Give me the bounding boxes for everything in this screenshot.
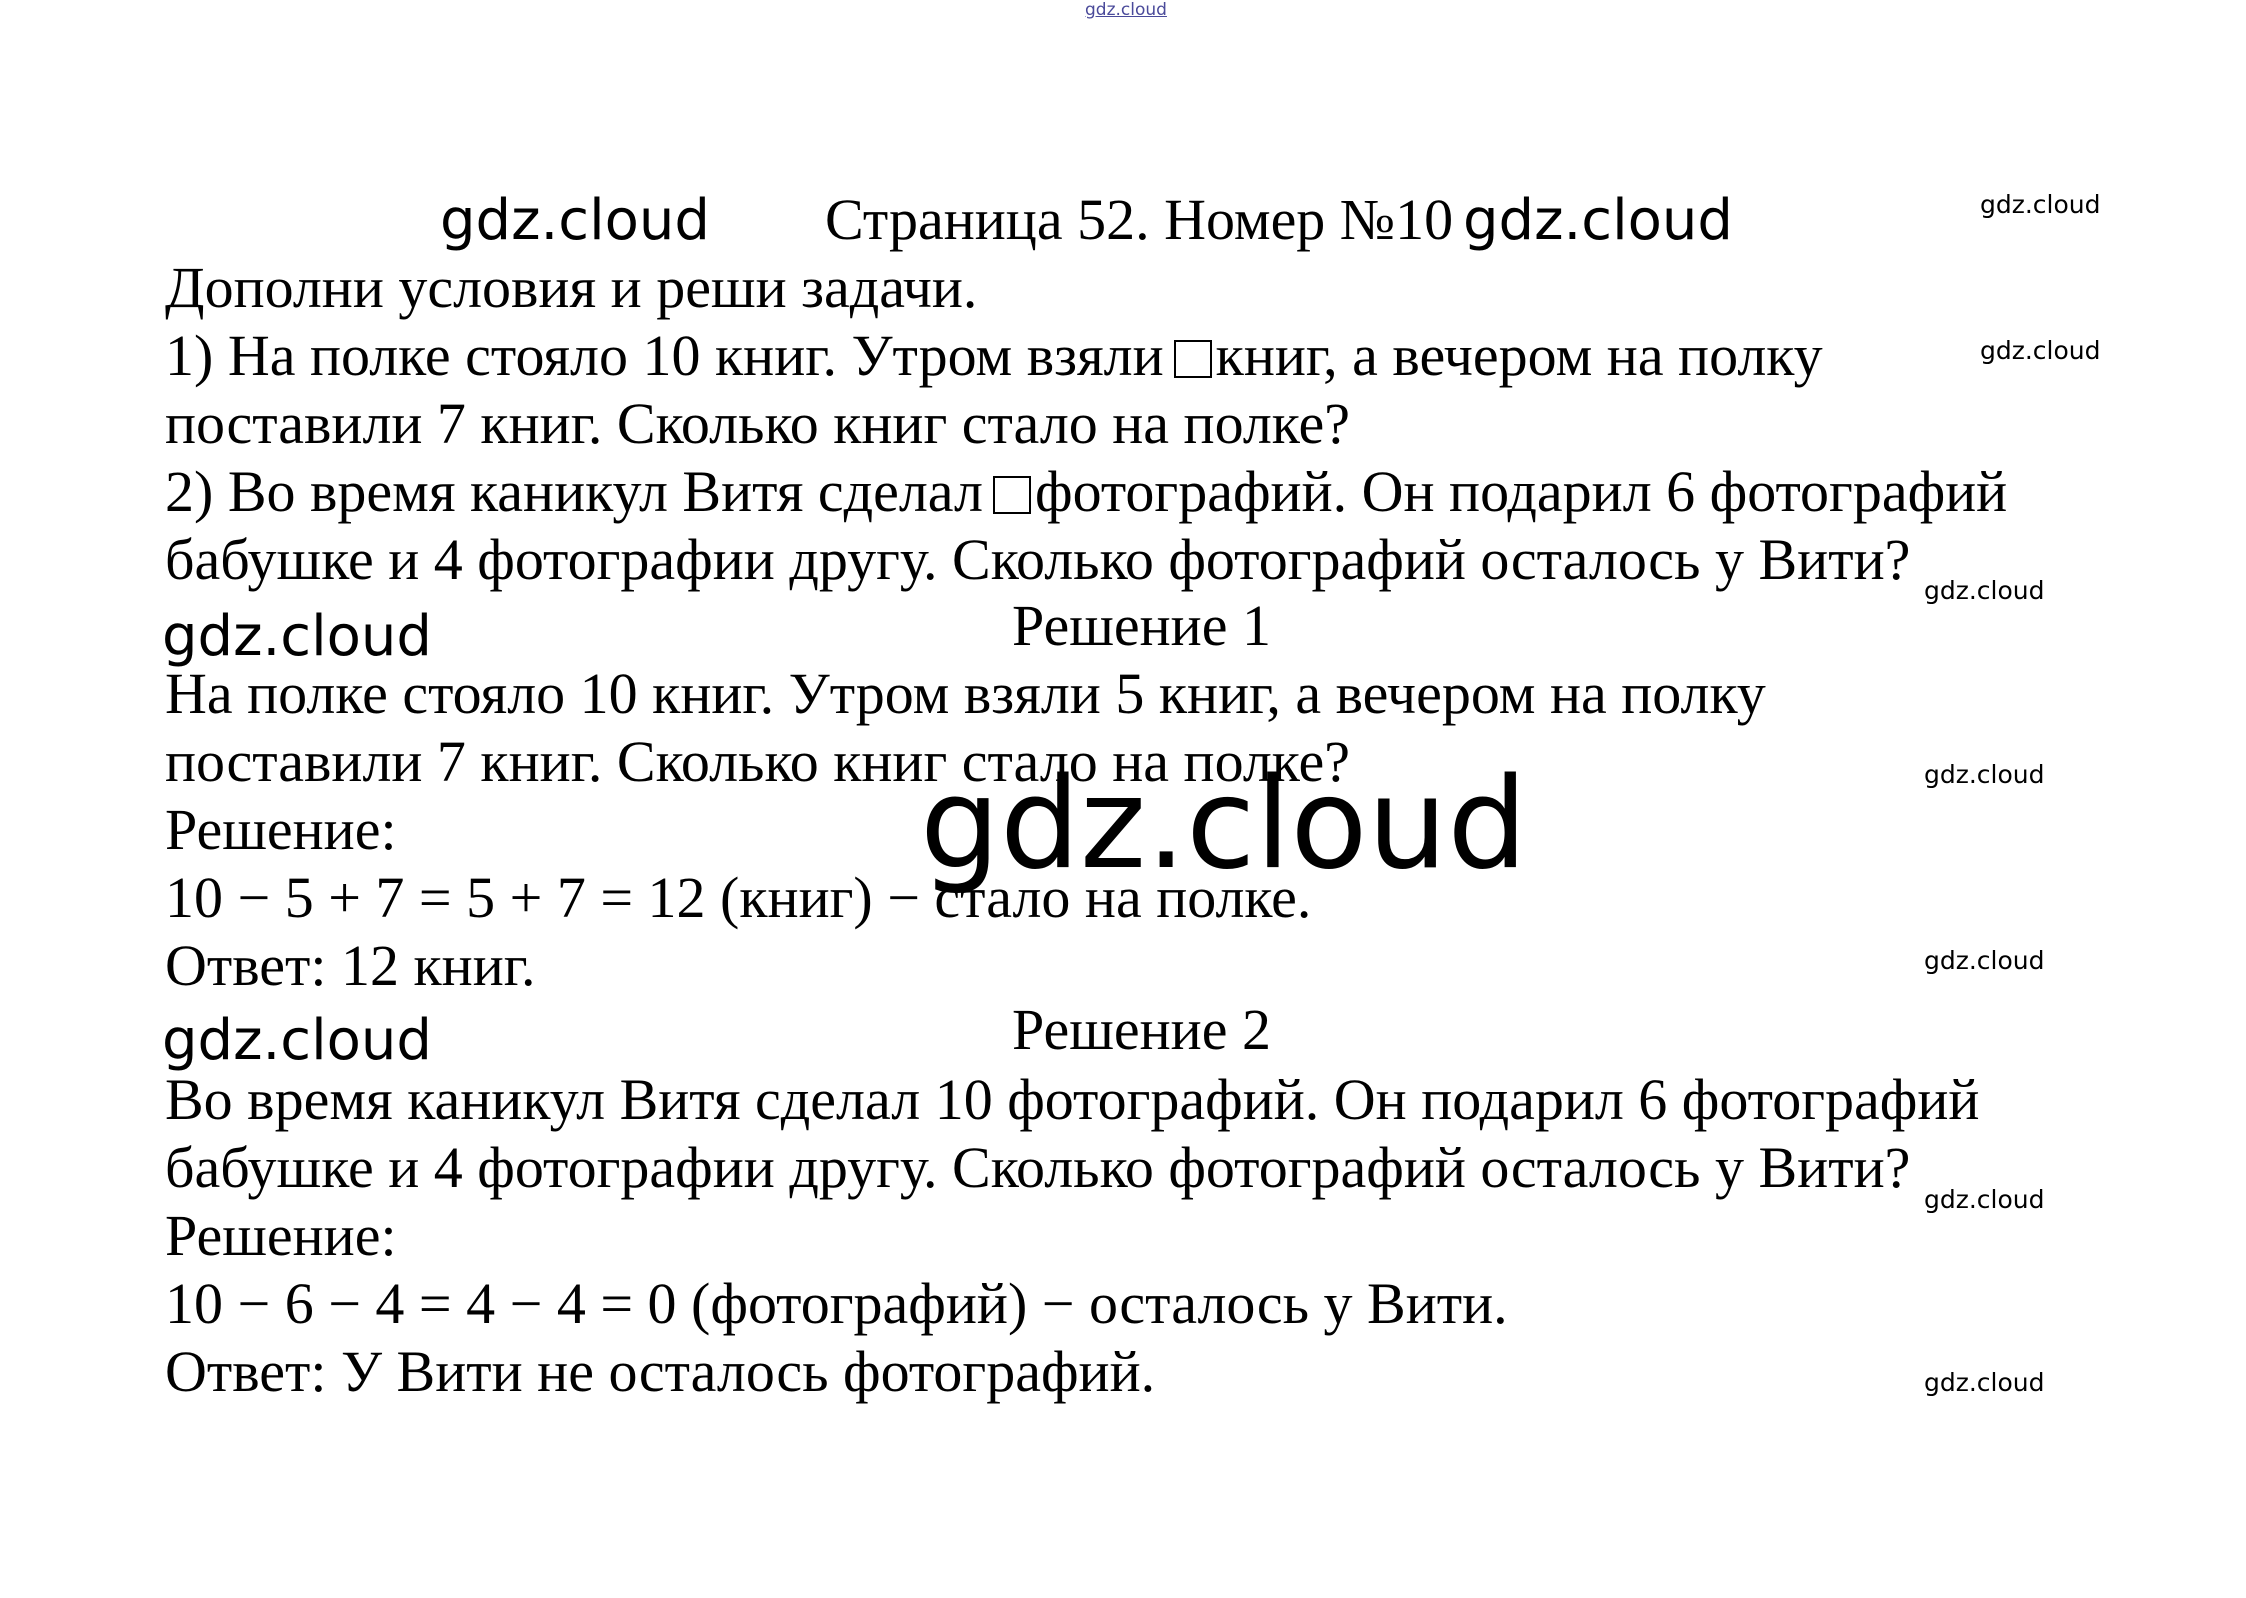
problem1-text-a: 1) На полке стояло 10 книг. Утром взяли (165, 323, 1164, 388)
watermark-right-5: gdz.cloud (1924, 946, 2045, 975)
problem2-text-b: фотографий. Он подарил 6 фотографий (1035, 459, 2008, 524)
solution2-label: Решение: (165, 1203, 397, 1268)
solution1-line2: поставили 7 книг. Сколько книг стало на полке? (165, 729, 1350, 794)
solution2-heading: Решение 2 (1012, 997, 1271, 1062)
task-instruction: Дополни условия и реши задачи. (165, 255, 978, 320)
solution1-answer: Ответ: 12 книг. (165, 933, 536, 998)
solution1-heading: Решение 1 (1012, 593, 1271, 658)
watermark-header-right: gdz.cloud (1463, 188, 1733, 253)
watermark-top: gdz.cloud (1085, 0, 1167, 20)
watermark-center: gdz.cloud (920, 750, 1528, 897)
watermark-right-3: gdz.cloud (1924, 576, 2045, 605)
solution2-answer: Ответ: У Вити не осталось фотографий. (165, 1339, 1156, 1404)
solution2-line2: бабушке и 4 фотографии другу. Сколько фотографий осталось у Вити? (165, 1135, 1911, 1200)
watermark-right-4: gdz.cloud (1924, 760, 2045, 789)
page-title: Страница 52. Номер №10 (825, 187, 1454, 252)
watermark-left-2: gdz.cloud (162, 1008, 432, 1073)
solution2-line1: Во время каникул Витя сделал 10 фотографий. Он подарил 6 фотографий (165, 1067, 1980, 1132)
solution1-line1: На полке стояло 10 книг. Утром взяли 5 книг, а вечером на полку (165, 661, 1766, 726)
problem2-line2: бабушке и 4 фотографии другу. Сколько фотографий осталось у Вити? (165, 527, 1911, 592)
watermark-right-2: gdz.cloud (1980, 336, 2101, 365)
blank-box-icon (1174, 340, 1212, 378)
watermark-right-6: gdz.cloud (1924, 1185, 2045, 1214)
blank-box-icon (993, 476, 1031, 514)
problem2-line1 (165, 458, 2007, 526)
solution1-equation: 10 − 5 + 7 = 5 + 7 = 12 (книг) − стало на полке. (165, 865, 1312, 930)
watermark-header-left: gdz.cloud (440, 188, 710, 253)
problem1-text-b: книг, а вечером на полку (1215, 323, 1823, 388)
solution2-equation: 10 − 6 − 4 = 4 − 4 = 0 (фотографий) − осталось у Вити. (165, 1271, 1508, 1336)
watermark-right-7: gdz.cloud (1924, 1368, 2045, 1397)
watermark-left-1: gdz.cloud (162, 604, 432, 669)
watermark-right-1: gdz.cloud (1980, 190, 2101, 219)
problem1-line1 (165, 322, 1823, 390)
problem2-text-a: 2) Во время каникул Витя сделал (165, 459, 984, 524)
problem1-line2: поставили 7 книг. Сколько книг стало на полке? (165, 391, 1350, 456)
solution1-label: Решение: (165, 797, 397, 862)
